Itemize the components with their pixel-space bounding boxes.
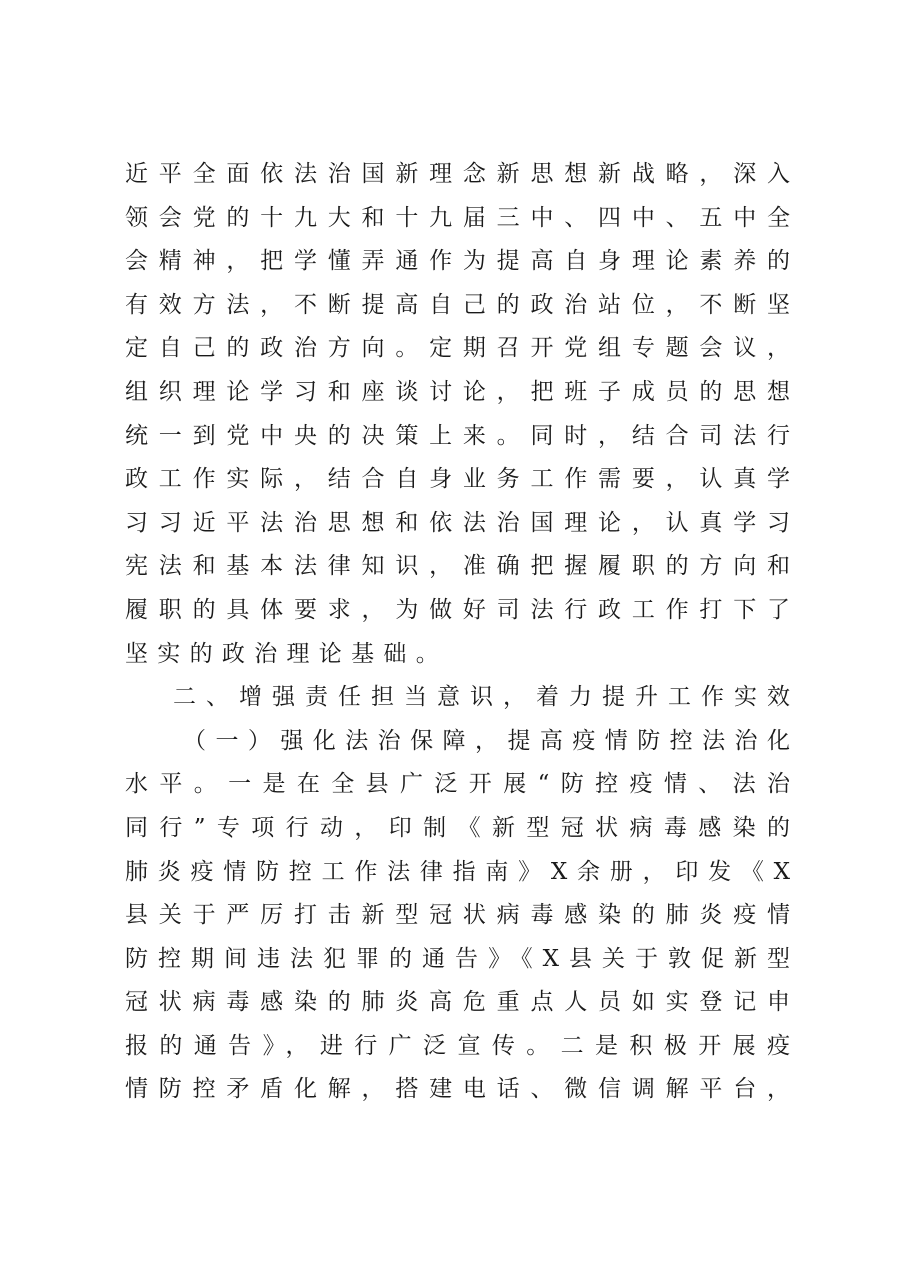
paragraph-line: 政工作实际，结合自身业务工作需要，认真学: [125, 466, 790, 493]
paragraph-line: 同行”专项行动，印制《新型冠状病毒感染的: [125, 814, 790, 841]
paragraph-line: 防控期间违法犯罪的通告》《X县关于敦促新型: [125, 945, 790, 972]
paragraph-line: 习习近平法治思想和依法治国理论，认真学习: [125, 509, 790, 536]
subsection-heading-line: （一）强化法治保障，提高疫情防控法治化: [183, 727, 790, 754]
paragraph-line: 县关于严厉打击新型冠状病毒感染的肺炎疫情: [125, 902, 790, 929]
paragraph-line: 领会党的十九大和十九届三中、四中、五中全: [125, 204, 790, 231]
paragraph-line: 冠状病毒感染的肺炎高危重点人员如实登记申: [125, 989, 790, 1016]
paragraph-line: 情防控矛盾化解，搭建电话、微信调解平台，: [125, 1076, 790, 1103]
paragraph-line: 定自己的政治方向。定期召开党组专题会议，: [125, 335, 790, 362]
paragraph-line: 宪法和基本法律知识，准确把握履职的方向和: [125, 553, 790, 580]
paragraph-line: 会精神，把学懂弄通作为提高自身理论素养的: [125, 248, 790, 275]
paragraph-line: 组织理论学习和座谈讨论，把班子成员的思想: [125, 378, 790, 405]
paragraph-line: 坚实的政治理论基础。: [125, 640, 448, 667]
section-heading: 二、增强责任担当意识，着力提升工作实效: [173, 684, 790, 711]
document-body: [125, 153, 790, 1112]
paragraph-line: 履职的具体要求，为做好司法行政工作打下了: [125, 596, 790, 623]
paragraph-line: 水平。一是在全县广泛开展“防控疫情、法治: [125, 771, 790, 798]
paragraph-line: 统一到党中央的决策上来。同时，结合司法行: [125, 422, 790, 449]
paragraph-line: 肺炎疫情防控工作法律指南》X余册，印发《X: [125, 858, 790, 885]
paragraph-line: 近平全面依法治国新理念新思想新战略，深入: [125, 161, 790, 187]
paragraph-line: 有效方法，不断提高自己的政治站位，不断坚: [125, 291, 790, 318]
paragraph-line: 报的通告》，进行广泛宣传。二是积极开展疫: [125, 1032, 790, 1059]
